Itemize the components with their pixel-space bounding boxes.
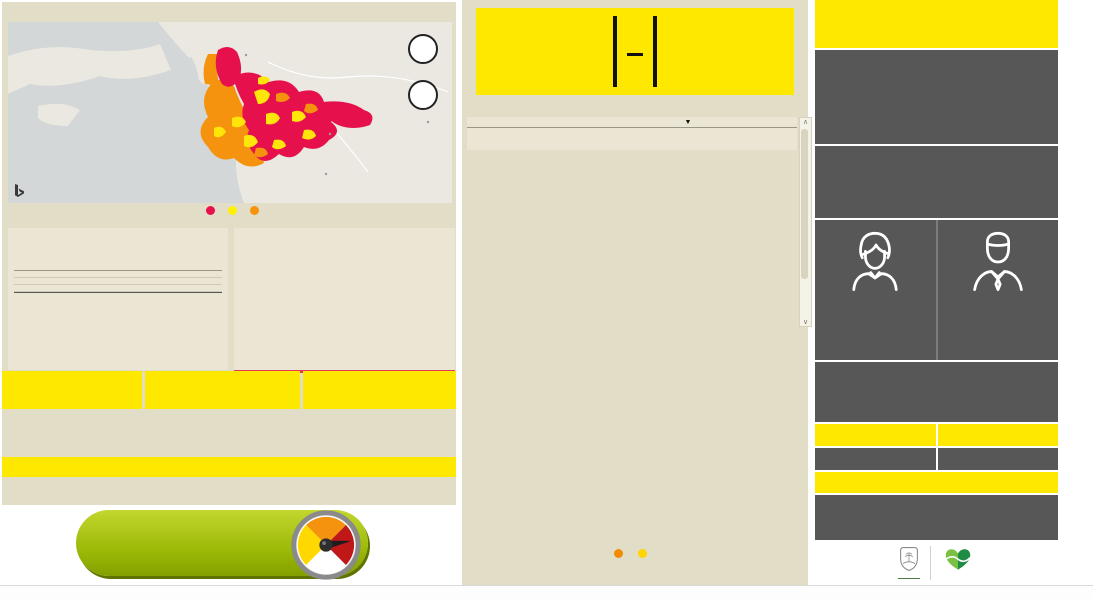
moderada-dot-icon <box>250 206 259 215</box>
negative-tests-card <box>815 495 1058 540</box>
legend-item-alta <box>206 206 218 215</box>
unidos-logo <box>941 548 975 577</box>
report-header <box>815 0 1058 48</box>
area-chart[interactable] <box>237 252 452 370</box>
recovered-label <box>938 424 1059 446</box>
cases-behavior-chart <box>234 228 455 373</box>
uci-total-header <box>2 457 456 477</box>
alta-dot-icon <box>206 206 215 215</box>
recovered-value <box>938 448 1059 470</box>
subregion-table <box>467 117 797 150</box>
classification-row <box>14 271 222 278</box>
scrollbar-thumb[interactable] <box>801 129 808 279</box>
classification-table <box>8 228 228 370</box>
f-dot-icon <box>614 549 623 558</box>
scroll-down-icon[interactable]: ∨ <box>802 319 809 326</box>
situation-header <box>476 8 794 95</box>
uci-noncovid-value <box>303 412 456 454</box>
deaths-recovered-headers <box>815 424 1058 446</box>
m-dot-icon <box>638 549 647 558</box>
header-line3 <box>627 53 643 56</box>
classification-total-row <box>14 292 222 301</box>
right-panel <box>815 0 1058 585</box>
classification-header <box>14 264 222 271</box>
accumulated-card <box>815 146 1058 218</box>
footer-logos <box>815 540 1058 585</box>
classification-row <box>14 278 222 285</box>
middle-panel <box>462 0 808 591</box>
legend-item-moderada <box>250 206 262 215</box>
pyramid-legend <box>467 548 797 560</box>
left-panel <box>2 2 456 505</box>
uci-covid-value <box>2 412 142 454</box>
gobernacion-crest-icon <box>898 546 920 572</box>
table-scrollbar[interactable] <box>799 117 812 327</box>
gauge-icon <box>288 507 364 583</box>
scroll-up-icon[interactable]: ∧ <box>802 119 809 126</box>
gobernacion-label <box>898 577 920 579</box>
map-zoom-in-button[interactable] <box>408 34 438 64</box>
new-cases-card <box>815 50 1058 144</box>
uci-suspect-value <box>145 412 300 454</box>
subregion-total-row <box>467 127 797 150</box>
uci-covid-header <box>2 371 142 409</box>
bing-icon <box>14 184 25 199</box>
sort-desc-icon[interactable]: ▼ <box>684 119 692 126</box>
bottom-strip <box>0 585 1093 599</box>
map-canvas <box>8 22 452 203</box>
classification-row <box>14 285 222 292</box>
legend-item-baja <box>228 206 240 215</box>
gender-card <box>815 220 1058 360</box>
baja-dot-icon <box>228 206 237 215</box>
woman-icon <box>841 226 909 298</box>
uci-beds-behavior-button[interactable] <box>76 510 368 576</box>
header-right-bar <box>653 16 657 87</box>
map-legend <box>2 206 456 215</box>
bing-logo[interactable] <box>14 184 28 199</box>
active-cases-card <box>815 362 1058 422</box>
legend-m <box>638 548 650 560</box>
unidos-heart-icon <box>941 548 975 572</box>
deaths-value <box>815 448 936 470</box>
men-cell <box>936 220 1059 360</box>
negative-tests-header <box>815 472 1058 493</box>
uci-suspect-header <box>145 371 300 409</box>
age-pyramid-chart <box>467 348 797 544</box>
footer-divider <box>930 546 931 580</box>
subregion-table-header <box>467 117 797 127</box>
deaths-label <box>815 424 936 446</box>
uci-noncovid-header <box>303 371 456 409</box>
map-zoom-out-button[interactable] <box>408 80 438 110</box>
gobernacion-logo <box>898 546 920 579</box>
women-cell <box>815 220 936 360</box>
header-left-bar <box>613 16 617 87</box>
deaths-recovered-values <box>815 448 1058 470</box>
affectation-map[interactable] <box>8 22 452 203</box>
man-icon <box>964 226 1032 298</box>
legend-f <box>614 548 626 560</box>
